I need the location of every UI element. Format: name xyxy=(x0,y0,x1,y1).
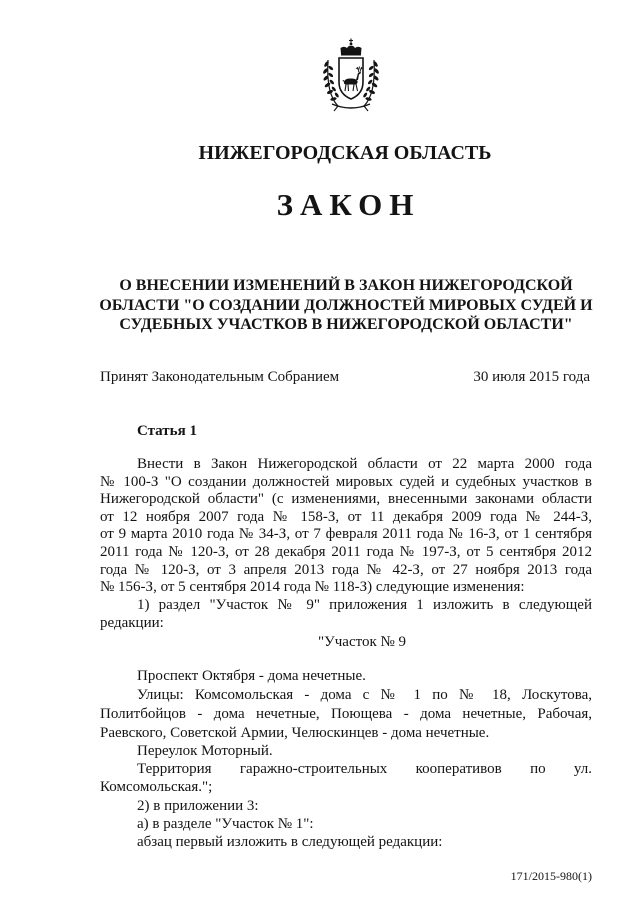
article-text-line: 2) в приложении 3: xyxy=(137,798,259,814)
article-text-line: № 100-З "О создании должностей мировых судей и судебных участков в xyxy=(100,474,592,490)
article-text-line: Внести в Закон Нижегородской области от 22 марта 2000 года xyxy=(137,456,592,472)
article-text-line: Территория гаражно-строительных кооперативов по ул. xyxy=(137,761,592,777)
article-text-line: от 12 ноября 2007 года № 158-З, от 11 декабря 2009 года № 244-З, xyxy=(100,509,592,525)
article-text-line: Проспект Октября - дома нечетные. xyxy=(137,668,366,684)
article-text-line: Политбойцов - дома нечетные, Поющева - дома нечетные, Рабочая, xyxy=(100,706,592,722)
document-code: 171/2015-980(1) xyxy=(510,869,592,883)
region-title: НИЖЕГОРОДСКАЯ ОБЛАСТЬ xyxy=(198,142,492,164)
article-heading: Статья 1 xyxy=(137,423,197,439)
law-title-line: ОБЛАСТИ "О СОЗДАНИИ ДОЛЖНОСТЕЙ МИРОВЫХ СУДЕЙ И xyxy=(99,297,593,314)
article-text-line: Комсомольская."; xyxy=(100,779,213,795)
article-text-line: Раевского, Советской Армии, Челюскинцев - дома нечетные. xyxy=(100,725,490,741)
emblem-oak-branch-left xyxy=(322,60,339,106)
article-text-line: 1) раздел "Участок № 9" приложения 1 изложить в следующей xyxy=(137,597,592,613)
article-text-line: 2011 года № 120-З, от 28 декабря 2011 года № 197-З, от 5 сентября 2012 xyxy=(100,544,592,560)
article-text-line: года № 120-З, от 3 апреля 2013 года № 42-З, от 27 ноября 2013 года xyxy=(100,562,592,578)
law-title-line: СУДЕБНЫХ УЧАСТКОВ В НИЖЕГОРОДСКОЙ ОБЛАСТИ" xyxy=(119,316,573,333)
emblem-deer xyxy=(343,67,363,92)
section-heading: "Участок № 9 xyxy=(318,634,407,650)
article-text-line: Переулок Моторный. xyxy=(137,743,273,759)
adoption-date: 30 июля 2015 года xyxy=(473,369,590,385)
emblem-oak-branch-right xyxy=(362,60,379,106)
article-text-line: Нижегородской области" (с изменениями, внесенными законами области xyxy=(100,491,592,507)
article-text-line: редакции: xyxy=(100,615,164,631)
article-text-line: от 9 марта 2010 года № 34-З, от 7 февраля 2011 года № 16-З, от 1 сентября xyxy=(100,526,592,542)
article-text-line: абзац первый изложить в следующей редакции: xyxy=(137,834,443,850)
article-text-line: а) в разделе "Участок № 1": xyxy=(137,816,314,832)
adoption-statement: Принят Законодательным Собранием xyxy=(100,369,340,385)
coat-of-arms-emblem xyxy=(314,38,388,118)
law-type-heading: ЗАКОН xyxy=(276,187,421,222)
emblem-crown xyxy=(341,39,362,56)
article-text-line: Улицы: Комсомольская - дома с № 1 по № 18, Лоскутова, xyxy=(137,687,592,703)
article-text-line: № 156-З, от 5 сентября 2014 года № 118-З) следующие изменения: xyxy=(100,579,525,595)
law-title-line: О ВНЕСЕНИИ ИЗМЕНЕНИЙ В ЗАКОН НИЖЕГОРОДСКОЙ xyxy=(119,277,573,294)
